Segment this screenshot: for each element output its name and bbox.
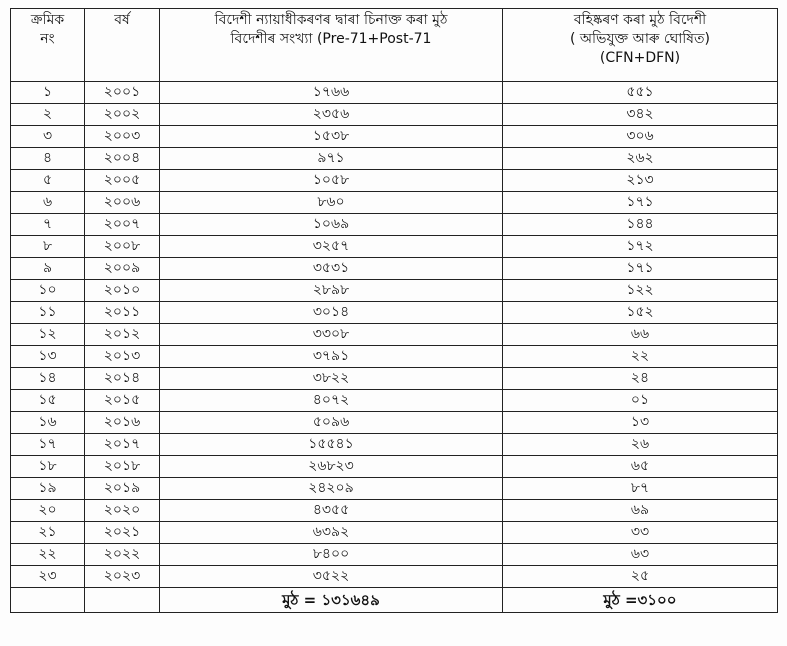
cell-year: ২০২৩ (85, 566, 160, 588)
header-serial (11, 9, 85, 82)
cell-year: ২০০৬ (85, 192, 160, 214)
cell-serial: ৭ (11, 214, 85, 236)
table-row (11, 544, 778, 566)
cell-year: ২০১৭ (85, 434, 160, 456)
cell-identified: ৩৫৩১ (160, 258, 503, 280)
cell-serial: ২০ (11, 500, 85, 522)
header-serial-line-2: নং (40, 31, 55, 47)
cell-identified: ১৭৬৬ (160, 82, 503, 104)
cell-year: ২০০৭ (85, 214, 160, 236)
table-row (11, 566, 778, 588)
cell-deported: ৬৬ (503, 324, 778, 346)
table-row (11, 412, 778, 434)
cell-serial: ২ (11, 104, 85, 126)
cell-identified: ৯৭১ (160, 148, 503, 170)
cell-serial: ১৯ (11, 478, 85, 500)
cell-identified: ১০৫৮ (160, 170, 503, 192)
cell-serial: ৪ (11, 148, 85, 170)
cell-deported: ২৫ (503, 566, 778, 588)
header-deported-line-2: ( অভিযুক্ত আৰু ঘোষিত) (570, 31, 710, 47)
cell-identified: ৪০৭২ (160, 390, 503, 412)
table-row (11, 478, 778, 500)
cell-year: ২০০২ (85, 104, 160, 126)
table-row (11, 522, 778, 544)
cell-deported: ২৬২ (503, 148, 778, 170)
cell-deported: ১৭১ (503, 192, 778, 214)
cell-year: ২০০৮ (85, 236, 160, 258)
cell-identified: ৮৬০ (160, 192, 503, 214)
table-row (11, 324, 778, 346)
cell-year: ২০০৩ (85, 126, 160, 148)
cell-year: ২০১৯ (85, 478, 160, 500)
cell-year: ২০১০ (85, 280, 160, 302)
cell-year: ২০২১ (85, 522, 160, 544)
cell-year: ২০০১ (85, 82, 160, 104)
table-row (11, 214, 778, 236)
cell-serial: ৩ (11, 126, 85, 148)
cell-deported: ৩৩ (503, 522, 778, 544)
cell-serial: ২১ (11, 522, 85, 544)
cell-serial: ১৭ (11, 434, 85, 456)
cell-year: ২০১৮ (85, 456, 160, 478)
cell-deported: ১৫২ (503, 302, 778, 324)
cell-identified: ২৪২০৯ (160, 478, 503, 500)
header-identified-line-2: বিদেশীৰ সংখ্যা (Pre-71+Post-71 (230, 31, 432, 47)
totals-empty-year (85, 588, 160, 613)
cell-identified: ১৫৩৮ (160, 126, 503, 148)
cell-identified: ৫০৯৬ (160, 412, 503, 434)
header-year-label: বৰ্ষ (114, 12, 130, 28)
cell-identified: ৬৩৯২ (160, 522, 503, 544)
cell-identified: ২৬৮২৩ (160, 456, 503, 478)
cell-identified: ২৮৯৮ (160, 280, 503, 302)
header-row (11, 9, 778, 82)
cell-identified: ৩৫২২ (160, 566, 503, 588)
table-row (11, 82, 778, 104)
cell-year: ২০১১ (85, 302, 160, 324)
table-row (11, 280, 778, 302)
table-row (11, 500, 778, 522)
table-row (11, 346, 778, 368)
cell-serial: ১১ (11, 302, 85, 324)
cell-identified: ৩২৫৭ (160, 236, 503, 258)
cell-identified: ৪৩৫৫ (160, 500, 503, 522)
cell-deported: ০১ (503, 390, 778, 412)
cell-deported: ৫৫১ (503, 82, 778, 104)
header-serial-line-1: ক্ৰমিক (30, 12, 65, 28)
header-identified-line-1: বিদেশী ন্যায়াধীকৰণৰ দ্বাৰা চিনাক্ত কৰা মুঠ (214, 12, 448, 28)
cell-identified: ১০৬৯ (160, 214, 503, 236)
cell-identified: ৮৪০০ (160, 544, 503, 566)
totals-empty-serial (11, 588, 85, 613)
cell-serial: ১২ (11, 324, 85, 346)
header-deported-line-1: বহিষ্কৰণ কৰা মুঠ বিদেশী (573, 12, 707, 28)
cell-deported: ২৪ (503, 368, 778, 390)
header-deported-line-3: (CFN+DFN) (599, 50, 681, 66)
table-row (11, 456, 778, 478)
cell-deported: ১৭২ (503, 236, 778, 258)
table-row (11, 390, 778, 412)
cell-deported: ১৭১ (503, 258, 778, 280)
header-year (85, 9, 160, 82)
cell-deported: ২২ (503, 346, 778, 368)
cell-deported: ৬৯ (503, 500, 778, 522)
cell-serial: ১৩ (11, 346, 85, 368)
cell-serial: ৮ (11, 236, 85, 258)
cell-serial: ৬ (11, 192, 85, 214)
cell-serial: ৯ (11, 258, 85, 280)
totals-row (11, 588, 778, 613)
table-row (11, 368, 778, 390)
cell-deported: ১৩ (503, 412, 778, 434)
cell-serial: ১৪ (11, 368, 85, 390)
table-body (11, 82, 778, 588)
cell-serial: ২৩ (11, 566, 85, 588)
total-deported: মুঠ =৩১০০ (503, 588, 778, 613)
cell-year: ২০১৩ (85, 346, 160, 368)
header-deported (503, 9, 778, 82)
cell-year: ২০১২ (85, 324, 160, 346)
table-row (11, 192, 778, 214)
cell-year: ২০২২ (85, 544, 160, 566)
cell-identified: ৩৩০৮ (160, 324, 503, 346)
cell-serial: ১৬ (11, 412, 85, 434)
cell-year: ২০১৬ (85, 412, 160, 434)
cell-deported: ৩৪২ (503, 104, 778, 126)
cell-identified: ১৫৫৪১ (160, 434, 503, 456)
cell-deported: ৮৭ (503, 478, 778, 500)
cell-deported: ২১৩ (503, 170, 778, 192)
cell-identified: ২৩৫৬ (160, 104, 503, 126)
cell-deported: ৬৫ (503, 456, 778, 478)
cell-year: ২০২০ (85, 500, 160, 522)
table-row (11, 258, 778, 280)
cell-year: ২০০৯ (85, 258, 160, 280)
cell-deported: ২৬ (503, 434, 778, 456)
cell-deported: ১২২ (503, 280, 778, 302)
table-row (11, 170, 778, 192)
cell-deported: ১৪৪ (503, 214, 778, 236)
table-row (11, 236, 778, 258)
table-row (11, 148, 778, 170)
cell-year: ২০০৫ (85, 170, 160, 192)
header-identified (160, 9, 503, 82)
table-row (11, 302, 778, 324)
cell-serial: ১ (11, 82, 85, 104)
foreigners-table (10, 8, 778, 613)
total-identified: মুঠ = ১৩১৬৪৯ (160, 588, 503, 613)
cell-serial: ১০ (11, 280, 85, 302)
cell-deported: ৩০৬ (503, 126, 778, 148)
cell-year: ২০১৫ (85, 390, 160, 412)
cell-identified: ৩০১৪ (160, 302, 503, 324)
cell-identified: ৩৮২২ (160, 368, 503, 390)
cell-year: ২০১৪ (85, 368, 160, 390)
cell-serial: ১৫ (11, 390, 85, 412)
cell-serial: ১৮ (11, 456, 85, 478)
table-row (11, 126, 778, 148)
cell-deported: ৬৩ (503, 544, 778, 566)
cell-serial: ৫ (11, 170, 85, 192)
cell-serial: ২২ (11, 544, 85, 566)
table-row (11, 104, 778, 126)
cell-identified: ৩৭৯১ (160, 346, 503, 368)
table-row (11, 434, 778, 456)
cell-year: ২০০৪ (85, 148, 160, 170)
